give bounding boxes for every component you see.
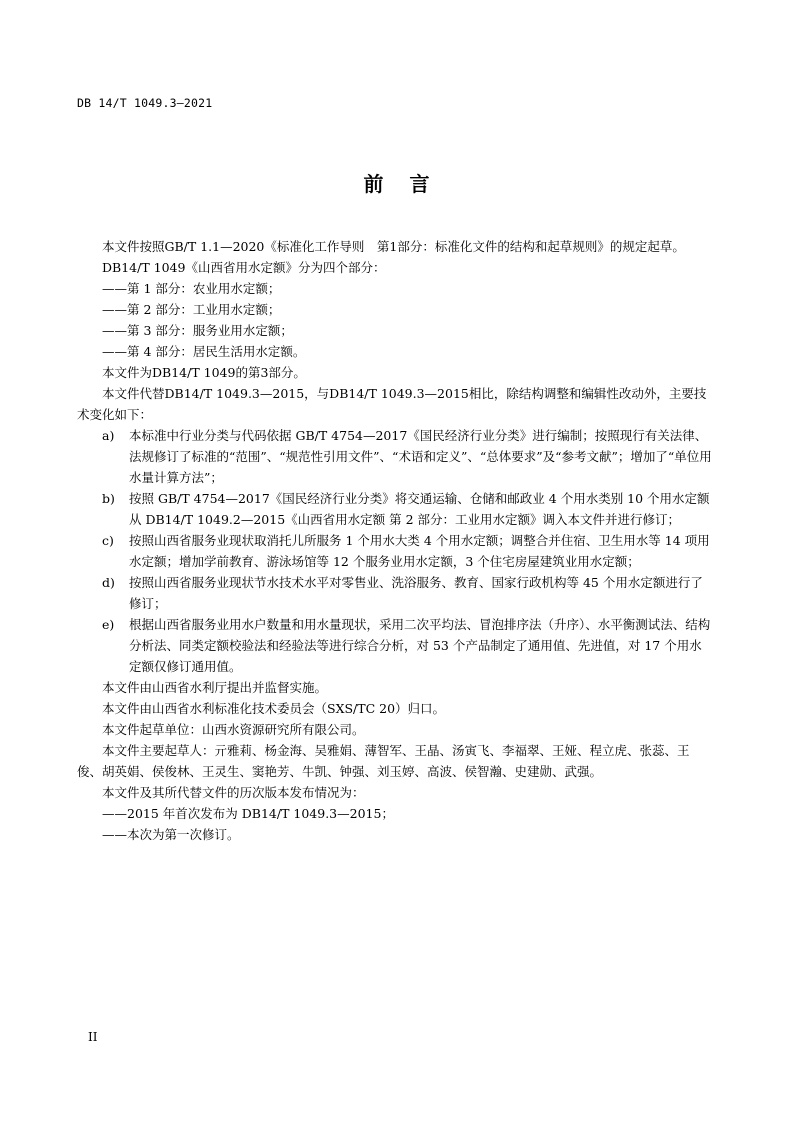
paragraph-drafting-unit: 本文件起草单位：山西水资源研究所有限公司。: [102, 722, 365, 737]
change-label: d): [102, 575, 115, 590]
paragraph-history-intro: 本文件及其所代替文件的历次版本发布情况为：: [102, 785, 365, 800]
list-item-part: ——第 1 部分：农业用水定额；: [102, 281, 281, 296]
change-text: 按照山西省服务业现状取消托儿所服务 1 个用水大类 4 个用水定额；调整合并住宿、卫生用水等 14 项用水定额；增加学前教育、游泳场馆等 12 个服务业用水定额，3 个住宅房屋建筑业用水定额；: [129, 533, 710, 569]
change-text: 根据山西省服务业用水户数量和用水量现状，采用二次平均法、冒泡排序法（升序）、水平衡测试法、结构分析法、同类定额校验法和经验法等进行综合分析，对 53 个产品制定了通用值、先进值，对 17 个用水定额仅修订通用值。: [129, 617, 711, 674]
change-label: a): [102, 428, 115, 443]
list-item-history: ——2015 年首次发布为 DB14/T 1049.3—2015；: [102, 806, 394, 821]
paragraph-parts-intro: DB14/T 1049《山西省用水定额》分为四个部分：: [102, 260, 386, 275]
paragraph-part-number: 本文件为DB14/T 1049的第3部分。: [102, 365, 306, 380]
page-title: 前言: [363, 172, 456, 196]
change-label: e): [102, 617, 115, 632]
paragraph-drafting-rules: 本文件按照GB/T 1.1—2020《标准化工作导则 第1部分：标准化文件的结构和起草规则》的规定起草。: [102, 239, 685, 254]
paragraph-committee: 本文件由山西省水利标准化技术委员会（SXS/TC 20）归口。: [102, 701, 446, 716]
list-item-change: [77, 614, 713, 677]
paragraph-proposer: 本文件由山西省水利厅提出并监督实施。: [102, 680, 328, 695]
list-item-change: [77, 572, 713, 614]
change-text: 按照 GB/T 4754—2017《国民经济行业分类》将交通运输、仓储和邮政业 4 个用水类别 10 个用水定额从 DB14/T 1049.2—2015《山西省用水定额 第 2 部分：工业用水定额》调入本文件并进行修订；: [129, 491, 710, 527]
list-item-part: ——第 4 部分：居民生活用水定额。: [102, 344, 306, 359]
list-item-part: ——第 2 部分：工业用水定额；: [102, 302, 281, 317]
change-label: b): [102, 491, 115, 506]
list-item-part: ——第 3 部分：服务业用水定额；: [102, 323, 293, 338]
page-number: II: [88, 1030, 98, 1044]
document-code: DB 14/T 1049.3—2021: [77, 96, 213, 110]
change-text: 本标准中行业分类与代码依据 GB/T 4754—2017《国民经济行业分类》进行编制；按照现行有关法律、法规修订了标准的“范围”、“规范性引用文件”、“术语和定义”、“总体要求”及“参考文献”；增加了“单位用水量计算方法”；: [129, 428, 712, 485]
change-label: c): [102, 533, 114, 548]
list-item-history: ——本次为第一次修订。: [102, 827, 240, 842]
paragraph-drafters: 本文件主要起草人：亓雅莉、杨金海、吴雅娟、薄智军、王晶、汤寅飞、李福翠、王娅、程立虎、张蕊、王俊、胡英娟、侯俊林、王灵生、窦艳芳、牛凯、钟强、刘玉婷、高波、侯智瀚、史建勋、武强。: [77, 743, 690, 779]
list-item-change: [77, 530, 713, 572]
list-item-change: [77, 425, 713, 488]
list-item-change: [77, 488, 713, 530]
foreword-content: [77, 236, 713, 845]
change-text: 按照山西省服务业现状节水技术水平对零售业、洗浴服务、教育、国家行政机构等 45 个用水定额进行了修订；: [129, 575, 703, 611]
paragraph-replaces: 本文件代替DB14/T 1049.3—2015，与DB14/T 1049.3—2015相比，除结构调整和编辑性改动外，主要技术变化如下：: [77, 386, 707, 422]
